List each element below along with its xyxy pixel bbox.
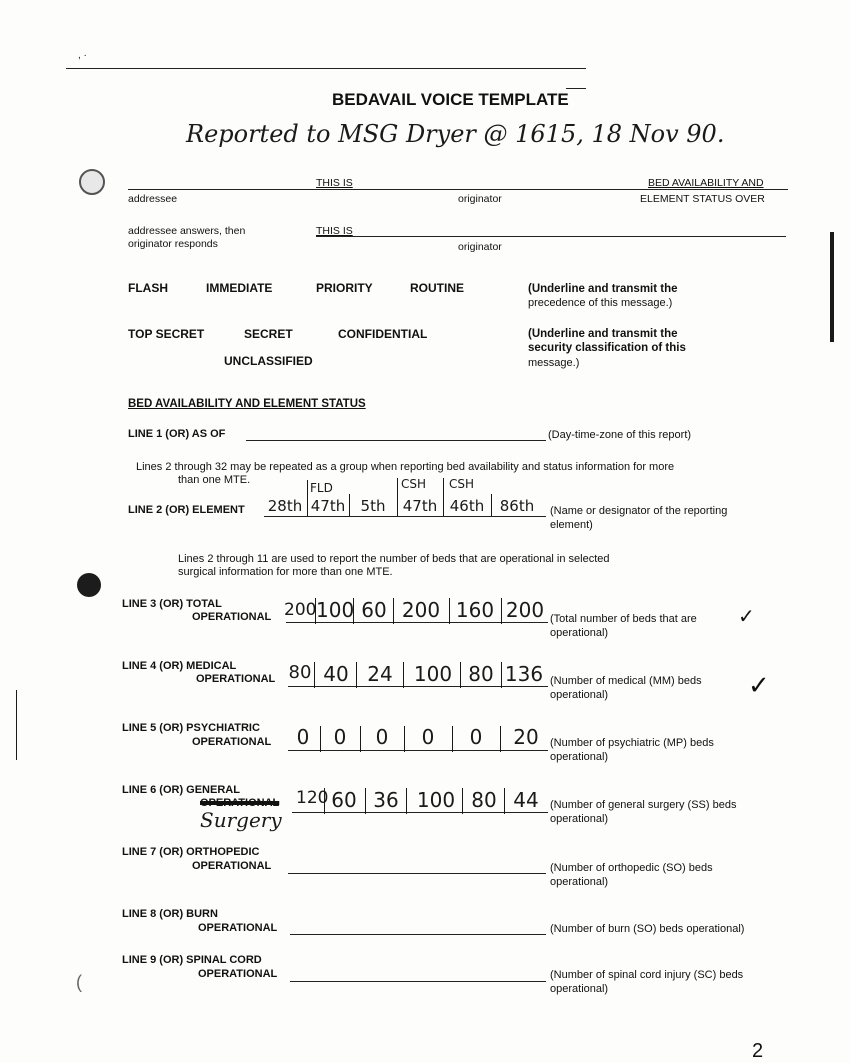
line4-desc-1: (Number of medical (MM) beds bbox=[550, 675, 702, 687]
line6-divider bbox=[462, 788, 463, 814]
margin-bar-right bbox=[830, 232, 834, 342]
line4-divider bbox=[403, 662, 404, 688]
line2-rule bbox=[264, 516, 546, 517]
line6-value-6[interactable]: 44 bbox=[513, 788, 539, 812]
classification-confidential[interactable]: CONFIDENTIAL bbox=[338, 327, 428, 341]
line5-desc-2: operational) bbox=[550, 751, 609, 763]
line7-rule[interactable] bbox=[288, 873, 546, 874]
line3-label-1: LINE 3 (OR) TOTAL bbox=[122, 598, 222, 610]
beds-note-2: surgical information for more than one MTE. bbox=[178, 566, 393, 578]
line5-divider bbox=[500, 726, 501, 752]
line4-value-5[interactable]: 80 bbox=[468, 662, 494, 686]
line8-label-2: OPERATIONAL bbox=[198, 922, 278, 934]
line5-rule bbox=[288, 750, 548, 751]
line3-value-3[interactable]: 60 bbox=[361, 598, 387, 622]
section-heading: BED AVAILABILITY AND ELEMENT STATUS bbox=[128, 398, 366, 410]
classification-instruction-1: (Underline and transmit the bbox=[528, 328, 678, 340]
line3-value-6[interactable]: 200 bbox=[505, 598, 545, 622]
line5-label-1: LINE 5 (OR) PSYCHIATRIC bbox=[122, 722, 260, 734]
handwritten-note: Reported to MSG Dryer @ 1615, 18 Nov 90. bbox=[186, 120, 725, 148]
addressee-caption: addressee bbox=[128, 193, 178, 205]
line2-divider bbox=[397, 478, 398, 516]
line6-divider bbox=[504, 788, 505, 814]
line6-divider bbox=[324, 788, 325, 814]
line1-rule[interactable] bbox=[246, 440, 546, 441]
line3-value-5[interactable]: 160 bbox=[455, 598, 495, 622]
addressee-rule bbox=[128, 189, 788, 190]
title-underline bbox=[566, 88, 586, 89]
answer-originator-caption: originator bbox=[458, 241, 502, 253]
line2-element-3[interactable]: 5th bbox=[360, 497, 386, 515]
line6-desc-2: operational) bbox=[550, 813, 609, 825]
line9-desc-1: (Number of spinal cord injury (SC) beds bbox=[550, 969, 744, 981]
line1-label: LINE 1 (OR) AS OF bbox=[128, 428, 226, 440]
line5-label-2: OPERATIONAL bbox=[192, 736, 272, 748]
scan-mark: , · bbox=[78, 50, 87, 61]
page-title: BEDAVAIL VOICE TEMPLATE bbox=[332, 90, 569, 109]
line2-super-csh-2: CSH bbox=[449, 477, 475, 491]
line4-divider bbox=[501, 662, 502, 688]
line2-super-csh-1: CSH bbox=[401, 477, 427, 491]
line5-desc-1: (Number of psychiatric (MP) beds bbox=[550, 737, 714, 749]
line5-divider bbox=[404, 726, 405, 752]
punch-hole-middle bbox=[77, 573, 101, 597]
line3-divider bbox=[353, 598, 354, 624]
group-note-2: than one MTE. bbox=[178, 474, 251, 486]
line4-check-mark: ✓ bbox=[748, 670, 770, 700]
page-number: 2 bbox=[752, 1040, 764, 1062]
answer-rule bbox=[316, 236, 786, 237]
margin-line-left bbox=[16, 690, 17, 760]
line2-element-1[interactable]: 28th bbox=[267, 497, 303, 515]
line4-value-1[interactable]: 80 bbox=[288, 662, 312, 683]
line4-label-2: OPERATIONAL bbox=[196, 673, 276, 685]
line3-divider bbox=[501, 598, 502, 624]
line1-desc: (Day-time-zone of this report) bbox=[548, 429, 692, 441]
line5-value-6[interactable]: 20 bbox=[513, 725, 539, 749]
precedence-instruction-2: precedence of this message.) bbox=[528, 297, 673, 309]
line6-value-4[interactable]: 100 bbox=[416, 788, 456, 812]
line4-value-6[interactable]: 136 bbox=[504, 662, 544, 686]
line5-value-1[interactable]: 0 bbox=[296, 725, 310, 749]
classification-top-secret[interactable]: TOP SECRET bbox=[128, 327, 205, 341]
line3-divider bbox=[449, 598, 450, 624]
line2-divider bbox=[307, 480, 308, 516]
line2-desc-2: element) bbox=[550, 519, 593, 531]
line6-label-2-struck: OPERATIONAL bbox=[200, 797, 280, 809]
line4-divider bbox=[356, 662, 357, 688]
line3-value-2[interactable]: 100 bbox=[316, 598, 355, 622]
top-rule bbox=[66, 68, 586, 69]
line6-rule bbox=[292, 812, 548, 813]
line6-value-1[interactable]: 120 bbox=[296, 788, 329, 808]
line8-label-1: LINE 8 (OR) BURN bbox=[122, 908, 218, 920]
line7-desc-2: operational) bbox=[550, 876, 609, 888]
line3-divider bbox=[393, 598, 394, 624]
line6-divider bbox=[365, 788, 366, 814]
beds-note-1: Lines 2 through 11 are used to report the number of beds that are operational in selected bbox=[178, 553, 610, 565]
classification-instruction-3: message.) bbox=[528, 357, 580, 369]
line3-divider bbox=[315, 598, 316, 624]
line5-value-3[interactable]: 0 bbox=[375, 725, 389, 749]
precedence-routine[interactable]: ROUTINE bbox=[410, 281, 464, 295]
line5-value-4[interactable]: 0 bbox=[421, 725, 435, 749]
line2-element-6[interactable]: 86th bbox=[499, 497, 535, 515]
answer-this-is: THIS IS bbox=[316, 225, 353, 237]
line2-desc-1: (Name or designator of the reporting bbox=[550, 505, 728, 517]
line6-value-5[interactable]: 80 bbox=[471, 788, 497, 812]
line3-label-2: OPERATIONAL bbox=[192, 611, 272, 623]
line8-desc-1: (Number of burn (SO) beds operational) bbox=[550, 923, 745, 935]
line3-value-4[interactable]: 200 bbox=[401, 598, 441, 622]
line4-label-1: LINE 4 (OR) MEDICAL bbox=[122, 660, 237, 672]
line7-label-2: OPERATIONAL bbox=[192, 860, 272, 872]
group-note-1: Lines 2 through 32 may be repeated as a group when reporting bed availability and status information for more bbox=[136, 461, 675, 473]
margin-mark: ( bbox=[76, 972, 82, 992]
line5-value-2[interactable]: 0 bbox=[333, 725, 347, 749]
answer-note-1: addressee answers, then bbox=[128, 225, 246, 237]
line4-desc-2: operational) bbox=[550, 689, 609, 701]
line6-handwritten-surgery: Surgery bbox=[200, 808, 282, 832]
classification-unclassified[interactable]: UNCLASSIFIED bbox=[224, 354, 313, 368]
line5-value-5[interactable]: 0 bbox=[469, 725, 483, 749]
classification-secret[interactable]: SECRET bbox=[244, 327, 293, 341]
line4-value-4[interactable]: 100 bbox=[413, 662, 453, 686]
line6-label-1: LINE 6 (OR) GENERAL bbox=[122, 784, 240, 796]
bed-availability-trailing: BED AVAILABILITY AND bbox=[648, 177, 764, 189]
line4-divider bbox=[460, 662, 461, 688]
line2-element-4[interactable]: 47th bbox=[402, 497, 438, 515]
this-is-label: THIS IS bbox=[316, 177, 353, 189]
line5-divider bbox=[452, 726, 453, 752]
line4-rule bbox=[288, 686, 548, 687]
line4-value-3[interactable]: 24 bbox=[367, 662, 393, 686]
punch-hole-top bbox=[79, 169, 105, 195]
line2-divider bbox=[491, 494, 492, 516]
precedence-priority[interactable]: PRIORITY bbox=[316, 281, 373, 295]
line6-value-2[interactable]: 60 bbox=[331, 788, 357, 812]
line2-divider bbox=[443, 478, 444, 516]
line3-rule bbox=[286, 622, 548, 623]
precedence-immediate[interactable]: IMMEDIATE bbox=[206, 281, 273, 295]
line3-value-1[interactable]: 200 bbox=[284, 600, 317, 620]
line6-value-3[interactable]: 36 bbox=[373, 788, 399, 812]
line5-divider bbox=[360, 726, 361, 752]
line4-value-2[interactable]: 40 bbox=[323, 662, 349, 686]
element-status-over: ELEMENT STATUS OVER bbox=[640, 193, 765, 205]
line9-rule[interactable] bbox=[290, 981, 546, 982]
line5-divider bbox=[320, 726, 321, 752]
answer-note-2: originator responds bbox=[128, 238, 218, 250]
line9-desc-2: operational) bbox=[550, 983, 609, 995]
line4-divider bbox=[314, 662, 315, 688]
line9-label-1: LINE 9 (OR) SPINAL CORD bbox=[122, 954, 262, 966]
classification-instruction-2: security classification of this bbox=[528, 342, 686, 354]
line2-label: LINE 2 (OR) ELEMENT bbox=[128, 504, 245, 516]
precedence-instruction-1: (Underline and transmit the bbox=[528, 283, 678, 295]
line2-element-2[interactable]: 47th bbox=[310, 497, 346, 515]
line9-label-2: OPERATIONAL bbox=[198, 968, 278, 980]
line2-super-fld: FLD bbox=[310, 481, 333, 495]
originator-caption: originator bbox=[458, 193, 502, 205]
line2-element-5[interactable]: 46th bbox=[449, 497, 485, 515]
line7-desc-1: (Number of orthopedic (SO) beds bbox=[550, 862, 713, 874]
line3-desc-2: operational) bbox=[550, 627, 609, 639]
line2-divider bbox=[349, 494, 350, 516]
line6-divider bbox=[406, 788, 407, 814]
line7-label-1: LINE 7 (OR) ORTHOPEDIC bbox=[122, 846, 260, 858]
line3-desc-1: (Total number of beds that are bbox=[550, 613, 697, 625]
line6-desc-1: (Number of general surgery (SS) beds bbox=[550, 799, 737, 811]
line3-check-mark: ✓ bbox=[738, 606, 755, 628]
precedence-flash[interactable]: FLASH bbox=[128, 281, 168, 295]
line8-rule[interactable] bbox=[290, 934, 546, 935]
